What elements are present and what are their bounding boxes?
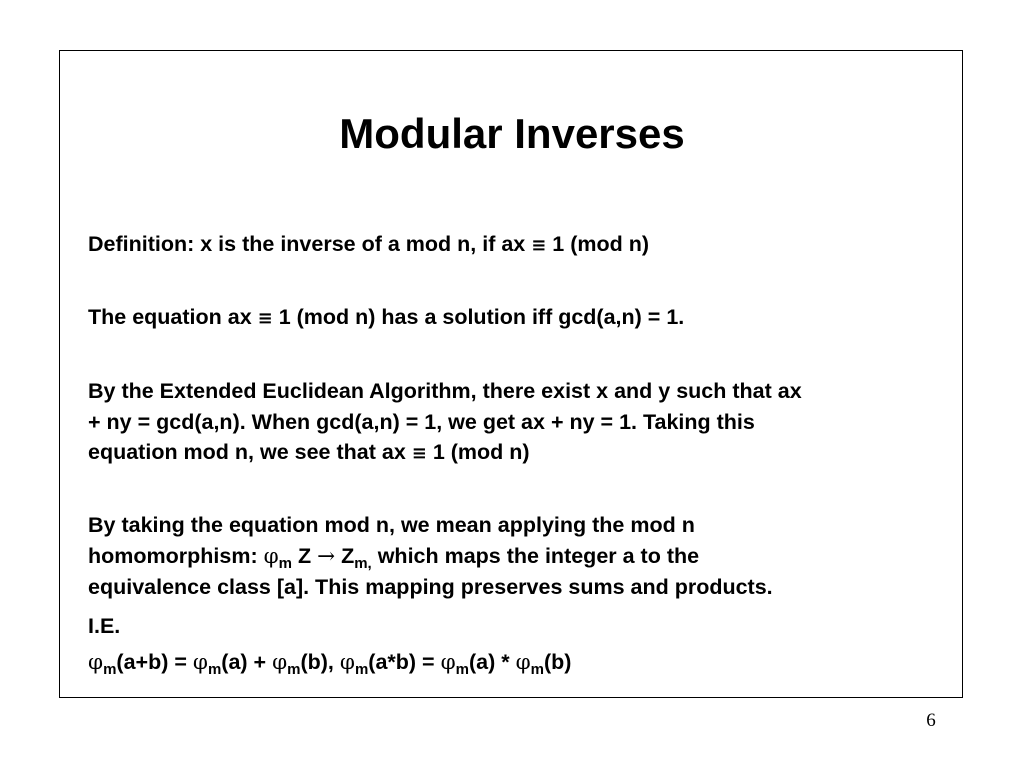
equation-statement: The equation ax ≡ 1 (mod n) has a solution iff gcd(a,n) = 1. <box>88 305 685 329</box>
equiv-symbol: ≡ <box>257 308 273 329</box>
page-number: 6 <box>926 710 936 731</box>
phi-symbol: φ <box>263 543 279 569</box>
phi-symbol: φ <box>515 650 531 675</box>
phi-symbol: φ <box>272 650 288 675</box>
phi-symbol: φ <box>192 650 208 675</box>
homomorphism-formula: $\varphi_m(a+b) = \varphi_m(a) + \varphi_m(b)$, $\varphi_m(a*b) = \varphi_m(a) * \varphi_m(b)$ <box>88 650 572 678</box>
equiv-symbol: ≡ <box>411 443 427 464</box>
phi-symbol: φ <box>88 650 104 675</box>
ie-label: I.E. <box>88 614 121 638</box>
euclid-paragraph: By the Extended Euclidean Algorithm, there exist x and y such that ax + ny = gcd(a,n). When gcd(a,n) = 1, we get ax + ny = 1. Taking this equation mod n, we see that ax ≡ 1 (mod n) <box>88 379 802 464</box>
definition-text: Definition: x is the inverse of a mod n, if ax ≡ 1 (mod n) <box>88 232 650 256</box>
phi-symbol: φ <box>339 650 355 675</box>
slide-title: Modular Inverses <box>339 110 685 157</box>
arrow-symbol: → <box>317 543 336 569</box>
homomorphism-paragraph: By taking the equation mod n, we mean applying the mod n homomorphism: $\varphi_m$ $Z \to Z_{m,}$ which maps the integer a to the equivalence class [a]. This mapping preserves sums and products. <box>88 513 773 599</box>
phi-symbol: φ <box>440 650 456 675</box>
equiv-symbol: ≡ <box>531 235 547 256</box>
